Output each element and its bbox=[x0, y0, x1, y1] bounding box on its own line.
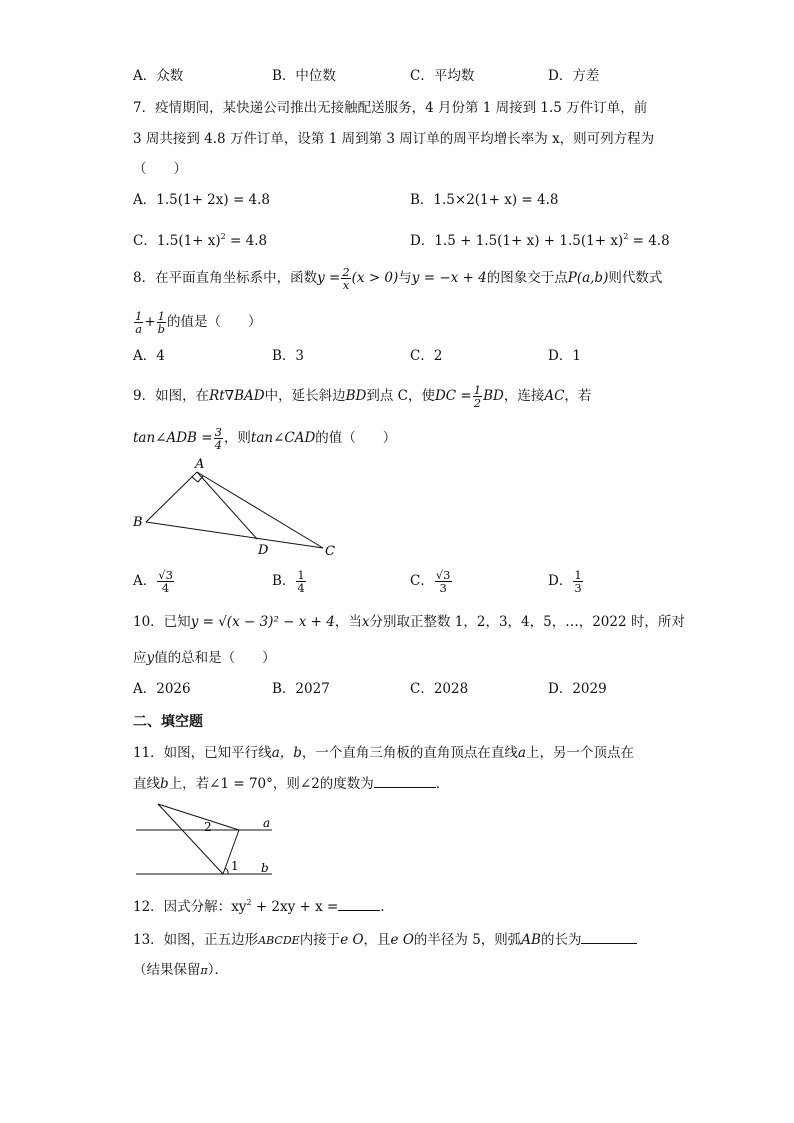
fraction-3-over-4 bbox=[214, 426, 223, 451]
q9-mid2: 到点 C，使 bbox=[366, 388, 435, 404]
label-a: A bbox=[195, 457, 205, 472]
q11-line2-mid2: ，则 bbox=[272, 776, 300, 792]
denominator: 3 bbox=[574, 581, 582, 595]
q9-mid4: ，则 bbox=[223, 430, 251, 446]
fraction-1-over-3 bbox=[573, 569, 582, 594]
q9-mid3: ，连接 bbox=[503, 388, 545, 404]
q6-option-d[interactable]: D．方差 bbox=[548, 68, 600, 84]
q9-text-line1 bbox=[133, 384, 591, 409]
q13-mid3: 的半径为 5，则弧 bbox=[413, 932, 522, 948]
q8-suffix: 的图象交于点 bbox=[486, 270, 568, 286]
variable-y: y bbox=[146, 650, 155, 666]
numerator: √3 bbox=[435, 568, 451, 582]
fraction-sqrt3-over-3 bbox=[435, 569, 452, 594]
q8-text-line2 bbox=[133, 310, 262, 335]
exponent: 2 bbox=[623, 232, 629, 241]
q10-option-a[interactable]: A．2026 bbox=[133, 681, 191, 697]
angle-2: ∠2 bbox=[299, 776, 320, 792]
point-p: P(a,b) bbox=[567, 270, 609, 286]
equation-base: 1.5 + 1.5(1+ x) + 1.5(1+ x) bbox=[434, 233, 624, 249]
option-label: A． bbox=[133, 573, 157, 589]
line-a: a bbox=[517, 745, 526, 761]
q6-option-b[interactable]: B．中位数 bbox=[272, 68, 336, 84]
pentagon-name: ABCDE bbox=[258, 934, 300, 947]
q8-tail: 则代数式 bbox=[608, 270, 663, 286]
exponent: 2 bbox=[246, 898, 252, 907]
circle-o: e O bbox=[390, 932, 414, 948]
domain-condition: (x > 0) bbox=[351, 270, 399, 286]
q9-text-line2 bbox=[133, 426, 396, 451]
q10-line2-pre: 应 bbox=[133, 650, 147, 666]
denominator: 4 bbox=[297, 581, 305, 595]
q7-option-d[interactable] bbox=[410, 227, 670, 251]
q11-line2-tail: 的度数为 bbox=[319, 776, 374, 792]
equation: 1.5(1+ 2x) = 4.8 bbox=[156, 192, 271, 208]
denominator: 2 bbox=[473, 396, 482, 410]
q10-prefix: 10．已知 bbox=[133, 614, 191, 630]
q8-text-line1 bbox=[133, 266, 662, 291]
q10-text-line1 bbox=[133, 612, 685, 632]
q13-mid2: ，且 bbox=[363, 932, 391, 948]
q10-text-line2 bbox=[133, 648, 276, 668]
q6-option-c[interactable]: C．平均数 bbox=[410, 68, 475, 84]
denominator: 3 bbox=[439, 581, 447, 595]
label-line-a: a bbox=[263, 816, 271, 830]
q11-text-line2 bbox=[133, 774, 449, 794]
answer-blank[interactable] bbox=[581, 931, 637, 944]
side-ac bbox=[197, 472, 323, 548]
option-label: B． bbox=[410, 192, 434, 208]
arc-ab: AB bbox=[521, 932, 541, 948]
q10-mid: ，当 bbox=[334, 614, 362, 630]
expression bbox=[231, 899, 338, 915]
numerator: 2 bbox=[342, 265, 350, 279]
q9-mid1: 中，延长斜边 bbox=[264, 388, 346, 404]
q12-text bbox=[133, 893, 394, 917]
segment-dc: DC = bbox=[434, 388, 472, 404]
segment-bd: BD bbox=[483, 388, 504, 404]
option-label: D． bbox=[548, 573, 573, 589]
q7-option-a[interactable] bbox=[133, 190, 270, 210]
q9-triangle-figure bbox=[128, 452, 348, 560]
expression-base: xy bbox=[231, 899, 247, 915]
q7-text-line1: 7．疫情期间，某快递公司推出无接触配送服务，4 月份第 1 周接到 1.5 万件订单，前 bbox=[133, 100, 648, 116]
denominator: 4 bbox=[161, 581, 170, 595]
label-angle-1: 1 bbox=[231, 859, 239, 873]
side-ad bbox=[197, 472, 257, 539]
q8-option-b[interactable]: B．3 bbox=[272, 348, 305, 364]
label-b: B bbox=[133, 515, 143, 530]
equation bbox=[157, 233, 267, 249]
denominator: b bbox=[157, 322, 166, 336]
equation: 1.5×2(1+ x) = 4.8 bbox=[433, 192, 559, 208]
circle-o: e O bbox=[340, 932, 364, 948]
q9-tail2: 的值（ ） bbox=[315, 430, 397, 446]
q13-line2: （结果保留 bbox=[133, 962, 201, 978]
q11-line2-mid: 上，若 bbox=[168, 776, 210, 792]
equation bbox=[434, 233, 669, 249]
q11-line1-mid: ，一个直角三角板的直角顶点在直线 bbox=[301, 745, 518, 761]
q11-parallel-lines-figure bbox=[130, 802, 280, 880]
fraction-1-over-4 bbox=[296, 569, 305, 594]
q11-text-line1 bbox=[133, 743, 634, 763]
denominator: a bbox=[135, 322, 143, 336]
line-equation: y = −x + 4 bbox=[411, 270, 487, 286]
q13-text-line1 bbox=[133, 930, 637, 951]
label-angle-2: 2 bbox=[204, 820, 212, 834]
numerator: 1 bbox=[473, 383, 482, 397]
side-ba bbox=[146, 472, 197, 522]
label-line-b: b bbox=[261, 861, 269, 875]
q10-option-d[interactable]: D．2029 bbox=[548, 681, 607, 697]
q7-answer-bracket: （ ） bbox=[133, 161, 187, 177]
q11-line1-tail: 上，另一个顶点在 bbox=[525, 745, 634, 761]
plus-sign: + bbox=[144, 314, 156, 330]
q8-option-c[interactable]: C．2 bbox=[410, 348, 443, 364]
q11-line2-pre: 直线 bbox=[133, 776, 160, 792]
numerator: 1 bbox=[574, 568, 582, 582]
exponent: 2 bbox=[220, 232, 226, 241]
q11-line1-pre: 11．如图，已知平行线 bbox=[133, 745, 272, 761]
label-d: D bbox=[258, 543, 269, 558]
q7-text-line2: 3 周共接到 4.8 万件订单，设第 1 周到第 3 周订单的周平均增长率为 x，则可列方程为 bbox=[133, 131, 655, 147]
fraction-2-over-x bbox=[341, 266, 350, 291]
fraction-1-over-a bbox=[134, 310, 143, 335]
q9-prefix: 9．如图，在 bbox=[133, 388, 210, 404]
angle-1: ∠1 = 70° bbox=[209, 776, 273, 792]
denominator: x bbox=[342, 278, 350, 292]
option-label: B． bbox=[272, 573, 296, 589]
q7-option-b[interactable] bbox=[410, 190, 559, 210]
q13-tail: 的长为 bbox=[540, 932, 582, 948]
section-heading-fill-in: 二、填空题 bbox=[133, 714, 203, 730]
line-b: b bbox=[160, 776, 169, 792]
q13-text-line2 bbox=[133, 960, 228, 981]
segment-ac: AC bbox=[544, 388, 565, 404]
numerator: 1 bbox=[135, 309, 143, 323]
q10-line2-tail: 值的总和是（ ） bbox=[154, 650, 276, 666]
q6-option-a[interactable]: A．众数 bbox=[133, 68, 184, 84]
q9-tail: ，若 bbox=[564, 388, 592, 404]
q9-option-c[interactable] bbox=[410, 569, 453, 594]
q12-prefix: 12．因式分解： bbox=[133, 899, 232, 915]
q8-line2-tail: 的值是（ ） bbox=[167, 314, 262, 330]
numerator: 1 bbox=[297, 568, 305, 582]
option-label: A． bbox=[133, 192, 157, 208]
q9-option-d[interactable] bbox=[548, 569, 584, 594]
q7-option-c[interactable] bbox=[133, 227, 267, 251]
q8-prefix: 8．在平面直角坐标系中，函数 bbox=[133, 270, 318, 286]
option-label: C． bbox=[410, 573, 434, 589]
q9-option-a[interactable] bbox=[133, 569, 175, 594]
q9-option-b[interactable] bbox=[272, 569, 307, 594]
variable-x: x bbox=[361, 614, 370, 630]
tan-adb: tan∠ADB = bbox=[133, 430, 213, 446]
q13-mid1: 内接于 bbox=[299, 932, 341, 948]
q8-mid: 与 bbox=[398, 270, 412, 286]
option-label: C． bbox=[133, 233, 157, 249]
denominator: 4 bbox=[214, 438, 222, 452]
pi-symbol: π bbox=[200, 964, 208, 977]
equation-rhs: = 4.8 bbox=[225, 233, 268, 249]
answer-blank[interactable] bbox=[374, 775, 436, 788]
fraction-one-half bbox=[473, 384, 482, 409]
angle-1-arc bbox=[225, 868, 228, 874]
period: ． bbox=[380, 899, 394, 915]
option-label: D． bbox=[410, 233, 435, 249]
segment-bd: BD bbox=[345, 388, 367, 404]
fraction-1-over-b bbox=[157, 310, 166, 335]
q8-option-a[interactable]: A．4 bbox=[133, 348, 165, 364]
lines-ab: a，b bbox=[271, 745, 302, 761]
q10-option-c[interactable]: C．2028 bbox=[410, 681, 469, 697]
numerator: 3 bbox=[214, 425, 222, 439]
answer-blank[interactable] bbox=[338, 898, 380, 911]
expression-rest: + 2xy + x = bbox=[251, 899, 339, 915]
side-bc bbox=[146, 522, 323, 548]
triangle-name: Rt∇BAD bbox=[209, 388, 265, 404]
q8-option-d[interactable]: D．1 bbox=[548, 348, 581, 364]
fraction-sqrt3-over-4 bbox=[157, 569, 174, 594]
q13-line2-tail: ）． bbox=[207, 962, 228, 978]
equation-rhs: = 4.8 bbox=[628, 233, 670, 249]
q13-prefix: 13．如图，正五边形 bbox=[133, 932, 259, 948]
label-c: C bbox=[325, 544, 335, 559]
tan-cad: tan∠CAD bbox=[250, 430, 316, 446]
equation-base: 1.5(1+ x) bbox=[156, 233, 221, 249]
period: ． bbox=[435, 776, 450, 792]
numerator: √3 bbox=[158, 568, 173, 582]
function-equation: y = √(x − 3)² − x + 4 bbox=[190, 614, 335, 630]
q10-option-b[interactable]: B．2027 bbox=[272, 681, 330, 697]
numerator: 1 bbox=[157, 309, 165, 323]
function-y: y = bbox=[317, 270, 341, 286]
q10-tail: 分别取正整数 1，2，3，4，5，…，2022 时，所对 bbox=[369, 614, 685, 630]
